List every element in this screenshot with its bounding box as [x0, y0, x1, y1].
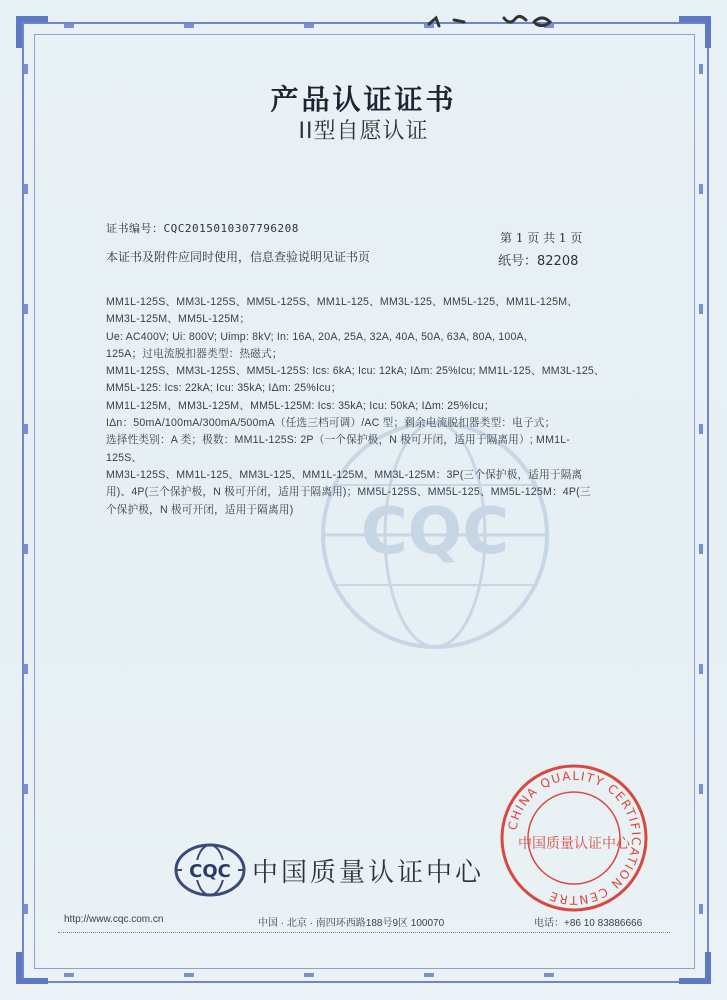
border-tick: [699, 904, 703, 914]
border-tick: [424, 973, 434, 977]
page-info: 第 1 页 共 1 页: [500, 231, 583, 245]
border-tick: [699, 64, 703, 74]
certificate-title: 产品认证证书: [270, 83, 457, 116]
organization-name: 中国质量认证中心: [252, 858, 485, 888]
border-tick: [304, 973, 314, 977]
border-tick: [24, 544, 28, 554]
border-tick: [699, 184, 703, 194]
certificate-number-value: CQC2015010307796208: [163, 222, 299, 235]
cqc-logo-icon: [172, 842, 248, 898]
border-tick: [304, 24, 314, 28]
border-tick: [24, 304, 28, 314]
official-seal-icon: [498, 762, 650, 914]
border-tick: [24, 784, 28, 794]
border-tick: [24, 184, 28, 194]
border-tick: [24, 904, 28, 914]
body-line: MM5L-125: Ics: 22kA; Icu: 35kA; IΔm: 25%Icu；: [106, 382, 342, 395]
footer-divider: [58, 932, 670, 933]
body-line: MM1L-125M、MM3L-125M、MM5L-125M: Ics: 35kA; Icu: 50kA; IΔm: 25%Icu；: [106, 399, 495, 412]
border-tick: [24, 664, 28, 674]
paper-number-label: 纸号：: [498, 254, 538, 269]
usage-notice: 本证书及附件应同时使用，信息查验说明见证书页: [106, 250, 371, 264]
border-tick: [24, 64, 28, 74]
seal-outer-text: CHINA QUALITY CERTIFICATION CENTRE: [505, 768, 644, 908]
certificate-body: [106, 294, 606, 519]
border-tick: [699, 544, 703, 554]
border-tick: [699, 424, 703, 434]
body-line: 个保护极，N 极可开闭，适用于隔离用): [106, 503, 294, 516]
border-tick: [24, 424, 28, 434]
body-line: 用)、4P(三个保护极，N 极可开闭，适用于隔离用)；MM5L-125S、MM5L-125、MM5L-125M：4P(三: [106, 486, 591, 499]
body-line: 125A；过电流脱扣器类型：热磁式；: [106, 347, 283, 360]
svg-text:CQC: CQC: [360, 495, 510, 569]
border-tick: [64, 973, 74, 977]
body-line: 选择性类别：A 类；极数：MM1L-125S: 2P（一个保护极，N 极可开闭，适用于隔离用）; MM1L-125S、: [106, 434, 571, 464]
footer-website: http://www.cqc.com.cn: [64, 914, 164, 925]
border-tick: [64, 24, 74, 28]
certificate-subtitle: II型自愿认证: [298, 119, 429, 144]
body-line: MM3L-125M、MM5L-125M；: [106, 313, 251, 326]
logo-abbr: CQC: [189, 861, 231, 882]
footer-address: 中国 · 北京 · 南四环西路188号9区 100070: [258, 918, 445, 929]
seal-inner-text: 中国质量认证中心: [518, 836, 630, 852]
border-tick: [184, 973, 194, 977]
body-line: MM3L-125S、MM1L-125、MM3L-125、MM1L-125M、MM3L-125M：3P(三个保护极，适用于隔离: [106, 468, 583, 481]
border-tick: [544, 973, 554, 977]
border-tick: [699, 304, 703, 314]
certificate-number: [106, 220, 299, 236]
border-tick: [699, 664, 703, 674]
body-line: MM1L-125S、MM3L-125S、MM5L-125S: Ics: 6kA; Icu: 12kA; IΔm: 25%Icu; MM1L-125、MM3L-125、: [106, 365, 605, 378]
body-line: Ue: AC400V; Ui: 800V; Uimp: 8kV; In: 16A, 20A, 25A, 32A, 40A, 50A, 63A, 80A, 100A,: [106, 330, 527, 343]
body-line: IΔn：50mA/100mA/300mA/500mA（任选三档可调）/AC 型；剩余电流脱扣器类型：电子式；: [106, 417, 556, 430]
footer-phone: 电话：+86 10 83886666: [534, 918, 643, 929]
body-line: MM1L-125S、MM3L-125S、MM5L-125S、MM1L-125、MM3L-125、MM5L-125、MM1L-125M、: [106, 296, 579, 308]
border-tick: [184, 24, 194, 28]
paper-number: [498, 250, 578, 269]
border-tick: [699, 784, 703, 794]
paper-number-value: 82208: [537, 254, 579, 269]
handwritten-mark: [424, 10, 564, 34]
certificate-number-label: 证书编号：: [106, 222, 164, 235]
